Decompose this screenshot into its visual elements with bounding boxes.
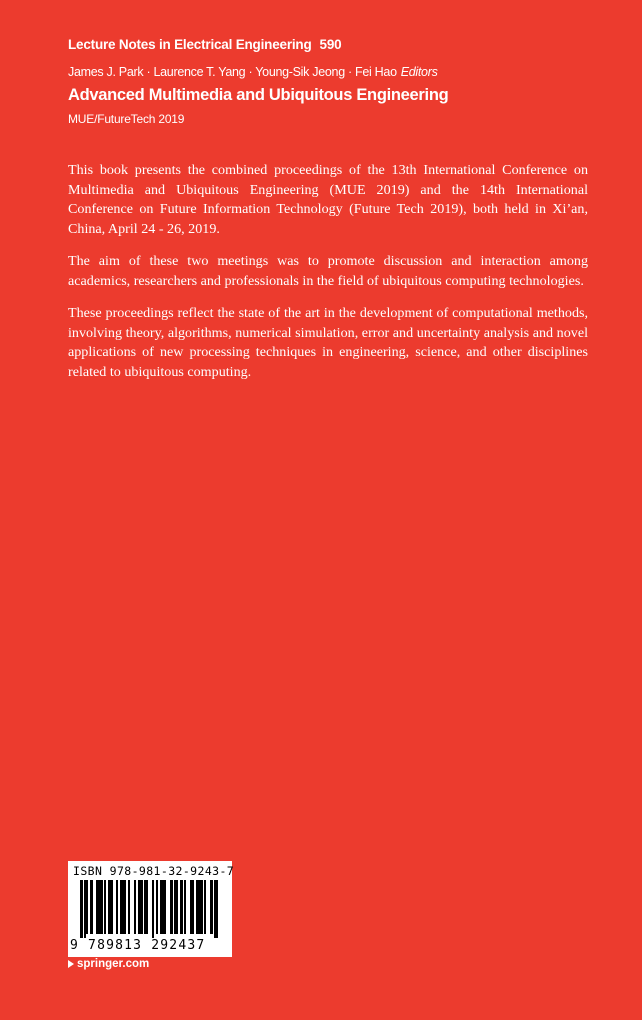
editors-line [68,65,438,79]
editors-role: Editors [400,65,438,79]
barcode-bars-icon [80,880,220,938]
series-line [68,37,341,52]
book-title: Advanced Multimedia and Ubiquitous Engineering [68,86,449,104]
arrow-right-icon [68,960,74,968]
blurb [68,161,588,395]
blurb-paragraph: This book presents the combined proceedings of the 13th International Conference on Multimedia and Ubiquitous Engineering (MUE 2019) and the 14th International Conference on Future Information Technology (Future Tech 2019), both held in Xi’an, China, April 24 - 26, 2019. [68,162,588,237]
editor-names: James J. Park · Laurence T. Yang · Young-Sik Jeong · Fei Hao [68,65,397,79]
isbn-barcode [68,861,235,957]
series-name: Lecture Notes in Electrical Engineering [68,37,312,52]
publisher-link-text: springer.com [77,958,150,970]
barcode-digits: 9 789813 292437 [70,938,206,953]
blurb-paragraph: The aim of these two meetings was to promote discussion and interaction among academics, researchers and professionals in the field of ubiquitous computing technologies. [68,253,588,289]
publisher-link[interactable] [68,958,149,970]
series-volume: 590 [319,37,342,52]
book-subtitle: MUE/FutureTech 2019 [68,112,185,126]
blurb-paragraph: These proceedings reflect the state of the art in the development of computational methods, involving theory, algorithms, numerical simulation, error and uncertainty analysis and novel applications of new processing techniques in engineering, science, and other disciplines related to ubiquitous computing. [68,305,588,380]
isbn-label: ISBN 978-981-32-9243-7 [73,864,235,878]
